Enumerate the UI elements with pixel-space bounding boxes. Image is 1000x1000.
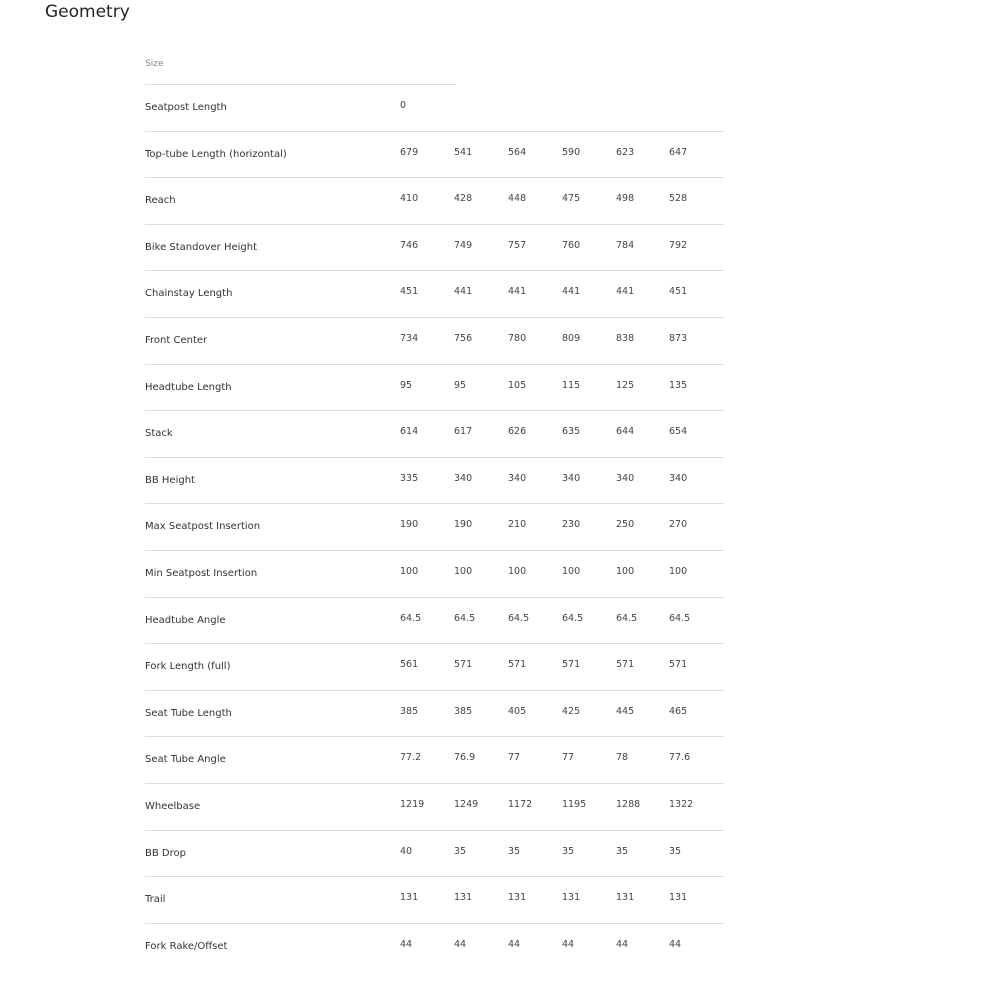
table-cell: 340	[508, 472, 527, 484]
table-cell: 95	[454, 379, 467, 391]
table-cell: 135	[669, 379, 688, 391]
table-cell: 405	[508, 705, 527, 717]
table-row	[145, 644, 724, 691]
row-label: Front Center	[145, 334, 208, 346]
table-cell: 100	[669, 565, 688, 577]
table-cell: 626	[508, 426, 527, 438]
table-cell: 64.5	[508, 612, 530, 624]
table-cell: 44	[454, 938, 467, 950]
table-cell: 441	[508, 286, 527, 298]
table-cell: 131	[400, 892, 419, 904]
table-row	[145, 85, 724, 132]
table-cell: 465	[669, 705, 688, 717]
table-cell: 873	[669, 332, 688, 344]
table-cell: 654	[669, 426, 688, 438]
table-cell: 35	[616, 845, 629, 857]
table-cell: 809	[562, 332, 581, 344]
table-cell: 64.5	[562, 612, 584, 624]
table-cell: 44	[508, 938, 521, 950]
row-label: Trail	[145, 894, 166, 906]
table-cell: 77	[562, 752, 575, 764]
table-cell: 445	[616, 705, 635, 717]
table-cell: 335	[400, 472, 419, 484]
size-header: Size	[145, 59, 164, 69]
row-label: Reach	[145, 195, 176, 207]
table-cell: 64.5	[669, 612, 691, 624]
table-cell: 451	[669, 286, 688, 298]
table-cell: 448	[508, 193, 527, 205]
table-cell: 125	[616, 379, 635, 391]
table-cell: 35	[669, 845, 682, 857]
table-cell: 441	[454, 286, 473, 298]
table-cell: 340	[454, 472, 473, 484]
table-row	[145, 458, 724, 505]
table-cell: 40	[400, 845, 413, 857]
table-cell: 100	[562, 565, 581, 577]
table-cell: 64.5	[616, 612, 638, 624]
table-cell: 425	[562, 705, 581, 717]
table-cell: 441	[562, 286, 581, 298]
row-label: Seat Tube Length	[145, 707, 232, 719]
table-cell: 571	[454, 659, 473, 671]
table-cell: 780	[508, 332, 527, 344]
row-label: BB Height	[145, 474, 195, 486]
table-cell: 64.5	[400, 612, 422, 624]
table-cell: 498	[616, 193, 635, 205]
table-cell: 571	[616, 659, 635, 671]
table-row	[145, 784, 724, 831]
table-cell: 614	[400, 426, 419, 438]
table-cell: 1195	[562, 798, 587, 810]
table-cell: 0	[400, 100, 407, 111]
table-cell: 571	[508, 659, 527, 671]
table-cell: 105	[508, 379, 527, 391]
table-cell: 410	[400, 193, 419, 205]
row-label: Bike Standover Height	[145, 241, 258, 253]
table-cell: 1172	[508, 798, 533, 810]
table-cell: 190	[454, 519, 473, 531]
row-label: Top-tube Length (horizontal)	[145, 148, 287, 160]
table-cell: 1288	[616, 798, 641, 810]
table-cell: 340	[562, 472, 581, 484]
table-cell: 1219	[400, 798, 425, 810]
row-label: Seatpost Length	[145, 102, 227, 113]
table-cell: 647	[669, 146, 688, 158]
table-cell: 100	[508, 565, 527, 577]
table-cell: 635	[562, 426, 581, 438]
table-cell: 838	[616, 332, 635, 344]
table-cell: 35	[508, 845, 521, 857]
row-label: Max Seatpost Insertion	[145, 521, 261, 533]
table-cell: 756	[454, 332, 473, 344]
table-cell: 131	[669, 892, 688, 904]
table-cell: 100	[400, 565, 419, 577]
table-cell: 475	[562, 193, 581, 205]
page-title: Geometry	[45, 2, 130, 22]
row-label: Headtube Length	[145, 381, 232, 393]
table-row	[145, 831, 724, 878]
table-row	[145, 877, 724, 924]
table-cell: 190	[400, 519, 419, 531]
table-cell: 44	[400, 938, 413, 950]
table-row	[145, 225, 724, 272]
table-cell: 590	[562, 146, 581, 158]
row-label: Stack	[145, 428, 173, 440]
geometry-table	[145, 85, 724, 970]
table-cell: 78	[616, 752, 629, 764]
table-cell: 564	[508, 146, 527, 158]
table-cell: 617	[454, 426, 473, 438]
table-cell: 746	[400, 239, 419, 251]
table-cell: 100	[616, 565, 635, 577]
table-cell: 131	[562, 892, 581, 904]
table-row	[145, 737, 724, 784]
row-label: Wheelbase	[145, 800, 201, 812]
table-cell: 792	[669, 239, 688, 251]
table-cell: 64.5	[454, 612, 476, 624]
table-cell: 541	[454, 146, 473, 158]
table-cell: 1249	[454, 798, 479, 810]
table-cell: 571	[669, 659, 688, 671]
table-cell: 77.6	[669, 752, 691, 764]
table-cell: 250	[616, 519, 635, 531]
table-cell: 340	[669, 472, 688, 484]
row-label: BB Drop	[145, 847, 186, 859]
table-cell: 210	[508, 519, 527, 531]
table-cell: 441	[616, 286, 635, 298]
table-cell: 44	[669, 938, 682, 950]
table-row	[145, 598, 724, 645]
table-cell: 757	[508, 239, 527, 251]
table-cell: 571	[562, 659, 581, 671]
table-cell: 749	[454, 239, 473, 251]
table-row	[145, 411, 724, 458]
table-row	[145, 178, 724, 225]
table-cell: 230	[562, 519, 581, 531]
table-row	[145, 924, 724, 971]
table-cell: 44	[616, 938, 629, 950]
table-cell: 623	[616, 146, 635, 158]
table-cell: 77.2	[400, 752, 422, 764]
table-cell: 76.9	[454, 752, 476, 764]
table-cell: 270	[669, 519, 688, 531]
table-cell: 131	[508, 892, 527, 904]
table-cell: 451	[400, 286, 419, 298]
table-cell: 644	[616, 426, 635, 438]
table-cell: 1322	[669, 798, 694, 810]
table-cell: 760	[562, 239, 581, 251]
table-cell: 734	[400, 332, 419, 344]
table-row	[145, 132, 724, 179]
table-cell: 385	[454, 705, 473, 717]
table-row	[145, 551, 724, 598]
table-row	[145, 504, 724, 551]
table-cell: 35	[454, 845, 467, 857]
table-cell: 131	[616, 892, 635, 904]
row-label: Seat Tube Angle	[145, 754, 226, 766]
row-label: Chainstay Length	[145, 288, 233, 300]
row-label: Fork Rake/Offset	[145, 940, 228, 952]
table-cell: 35	[562, 845, 575, 857]
row-label: Min Seatpost Insertion	[145, 567, 258, 579]
table-row	[145, 365, 724, 412]
table-cell: 679	[400, 146, 419, 158]
table-cell: 95	[400, 379, 413, 391]
table-row	[145, 691, 724, 738]
table-cell: 385	[400, 705, 419, 717]
table-cell: 428	[454, 193, 473, 205]
table-cell: 561	[400, 659, 419, 671]
row-label: Fork Length (full)	[145, 661, 231, 673]
table-cell: 131	[454, 892, 473, 904]
table-cell: 77	[508, 752, 521, 764]
table-cell: 115	[562, 379, 581, 391]
table-cell: 340	[616, 472, 635, 484]
row-label: Headtube Angle	[145, 614, 226, 626]
table-row	[145, 271, 724, 318]
table-cell: 100	[454, 565, 473, 577]
table-row	[145, 318, 724, 365]
table-cell: 528	[669, 193, 688, 205]
table-cell: 44	[562, 938, 575, 950]
table-cell: 784	[616, 239, 635, 251]
